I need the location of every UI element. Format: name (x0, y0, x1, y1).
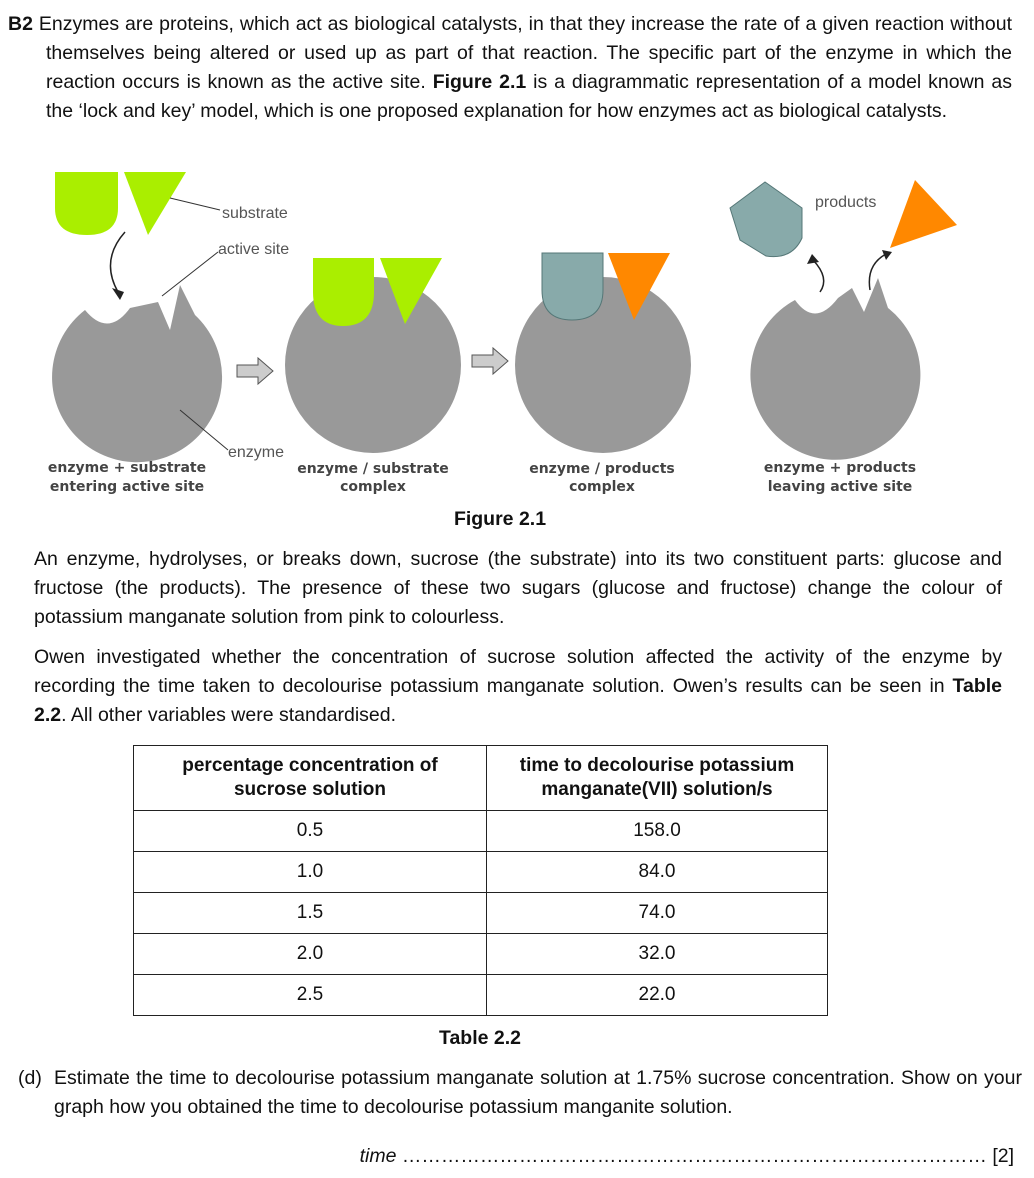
stage-1-label-line1: enzyme + substrate (47, 460, 207, 476)
question-part-d (18, 1064, 1022, 1122)
process-arrow-2 (472, 348, 508, 374)
lock-and-key-diagram (30, 160, 1010, 505)
enzyme-explanation-paragraph: An enzyme, hydrolyses, or breaks down, sucrose (the substrate) into its two constituent parts: glucose and fructose (the products). The presence of these two sugars (glucose and fructose) change the colour of potassium manganate solution from pink to colourless. (34, 548, 1002, 628)
question-number: B2 (8, 13, 33, 35)
results-table (133, 745, 828, 1016)
arrow-entering-head (112, 288, 124, 300)
arrow-leaving-1 (813, 260, 824, 292)
header-concentration-line2: sucrose solution (233, 779, 387, 800)
active-site-label: active site (218, 241, 290, 258)
cell-concentration: 2.0 (134, 934, 487, 975)
table-row (134, 811, 828, 852)
enzyme-label: enzyme (228, 444, 285, 461)
part-d-label: (d) (18, 1067, 42, 1089)
cell-concentration: 0.5 (134, 811, 487, 852)
stage-4-label-line2: leaving active site (767, 479, 913, 495)
process-arrow-1 (237, 358, 273, 384)
cell-time: 74.0 (487, 893, 828, 934)
cell-time: 84.0 (487, 852, 828, 893)
stage-4-products (730, 180, 957, 257)
stage-1-enzyme (52, 285, 222, 462)
arrow-leaving-1-head (807, 254, 819, 264)
cell-concentration: 2.5 (134, 975, 487, 1016)
stage-3-label-line2: complex (569, 479, 635, 495)
header-time-line2: manganate(VII) solution/s (541, 779, 773, 800)
intro-text-b: is a diagrammatic representation of a model known as the ‘lock and key’ model, which is one proposed explanation for how enzymes act as biological catalysts. (46, 71, 1012, 122)
stage-2-label-line1: enzyme / substrate (297, 461, 449, 477)
products-label: products (815, 194, 877, 211)
cell-concentration: 1.5 (134, 893, 487, 934)
table-header-row (134, 746, 828, 811)
intro-figure-ref: Figure 2.1 (432, 71, 527, 93)
table-row (134, 852, 828, 893)
header-time-line1: time to decolourise potassium (519, 755, 795, 776)
table-row (134, 934, 828, 975)
marks: [2] (992, 1145, 1014, 1167)
stage-3-enzyme (515, 277, 691, 453)
cell-time: 32.0 (487, 934, 828, 975)
stage-3-label-line1: enzyme / products (529, 461, 675, 477)
cell-time: 158.0 (487, 811, 828, 852)
investigation-text-b: . All other variables were standardised. (61, 704, 397, 726)
table-row (134, 975, 828, 1016)
stage-4-enzyme (750, 278, 920, 460)
cell-time: 22.0 (487, 975, 828, 1016)
stage-4-label-line1: enzyme + products (763, 460, 917, 476)
figure-caption: Figure 2.1 (453, 508, 547, 530)
investigation-table-ref: Table 2.2 (34, 675, 1002, 726)
table-row (134, 893, 828, 934)
stage-1-label-line2: entering active site (49, 479, 205, 495)
investigation-paragraph (34, 643, 1002, 730)
answer-dots[interactable]: ……………………………………………………………………………… (401, 1145, 987, 1167)
stage-1-substrate (55, 172, 186, 235)
header-concentration-line1: percentage concentration of (182, 755, 438, 776)
cell-concentration: 1.0 (134, 852, 487, 893)
table-caption: Table 2.2 (438, 1027, 521, 1049)
answer-line[interactable] (360, 1145, 1014, 1168)
header-time (487, 746, 828, 811)
answer-label: time (359, 1145, 397, 1167)
question-intro (8, 10, 1012, 126)
part-d-text: Estimate the time to decolourise potassium manganate solution at 1.75% sucrose concentration. Show on your graph how you obtained the time to decolourise potassium manganite solution. (54, 1067, 1022, 1118)
arrow-entering (110, 232, 125, 292)
header-concentration (134, 746, 487, 811)
active-site-pointer (162, 252, 218, 296)
intro-text-a: Enzymes are proteins, which act as biological catalysts, in that they increase the rate of a given reaction without themselves being altered or used up as part of that reaction. The specific part of the enzyme in which the reaction occurs is known as the active site. (32, 13, 1012, 93)
stage-2-label-line2: complex (340, 479, 406, 495)
substrate-label: substrate (222, 205, 288, 222)
investigation-text-a: Owen investigated whether the concentration of sucrose solution affected the activity of the enzyme by recording the time taken to decolourise potassium manganate solution. Owen’s results can be seen in (34, 646, 1002, 697)
stage-2-enzyme (285, 277, 461, 453)
substrate-pointer (170, 198, 220, 210)
